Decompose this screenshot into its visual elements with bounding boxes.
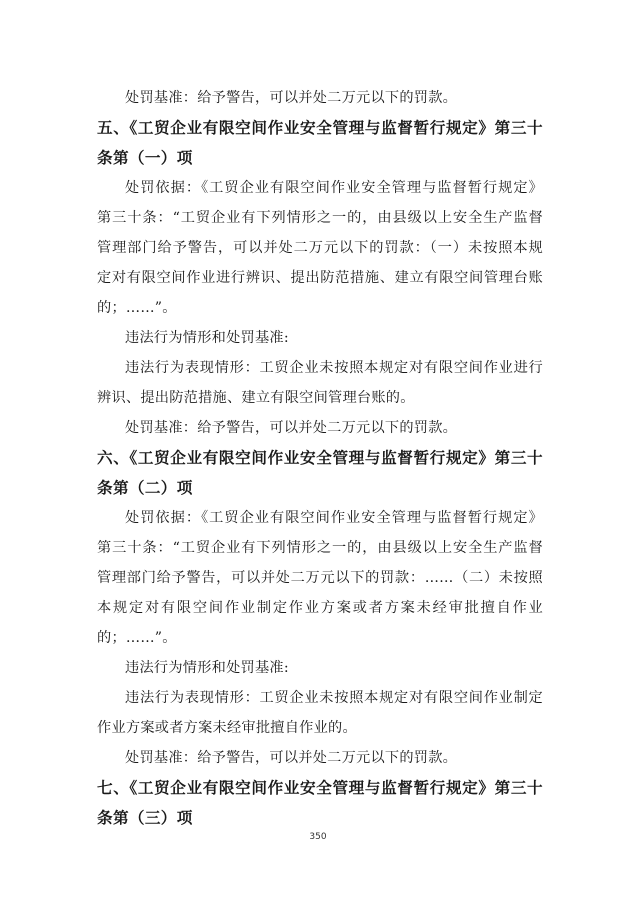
basis-paragraph-line: 管理部门给予警告，可以并处二万元以下的罚款：（一）未按照本规 [97, 240, 543, 256]
section-heading-7-cont: 条第（三）项 [97, 808, 193, 827]
section-heading-6-cont: 条第（二）项 [97, 478, 193, 497]
penalty-standard-line: 处罚基准：给予警告，可以并处二万元以下的罚款。 [125, 420, 458, 436]
page-number: 350 [309, 832, 327, 842]
penalty-standard-line: 处罚基准：给予警告，可以并处二万元以下的罚款。 [125, 750, 458, 766]
basis-paragraph-line: 的；……”。 [97, 630, 177, 646]
basis-paragraph-line: 定对有限空间作业进行辨识、提出防范措施、建立有限空间管理台账 [97, 270, 543, 286]
basis-paragraph-line: 处罚依据：《工贸企业有限空间作业安全管理与监督暂行规定》 [125, 510, 543, 526]
penalty-standard-line: 处罚基准：给予警告，可以并处二万元以下的罚款。 [125, 90, 458, 106]
violation-paragraph-line: 违法行为表现情形：工贸企业未按照本规定对有限空间作业制定 [125, 690, 543, 706]
basis-paragraph-line: 处罚依据：《工贸企业有限空间作业安全管理与监督暂行规定》 [125, 180, 543, 196]
violation-paragraph-line: 辨识、提出防范措施、建立有限空间管理台账的。 [97, 390, 415, 406]
section-heading-5: 五、《工贸企业有限空间作业安全管理与监督暂行规定》第三十 [97, 118, 543, 137]
section-heading-6: 六、《工贸企业有限空间作业安全管理与监督暂行规定》第三十 [97, 448, 543, 467]
basis-paragraph-line: 管理部门给予警告，可以并处二万元以下的罚款：……（二）未按照 [97, 570, 543, 586]
section-heading-5-cont: 条第（一）项 [97, 148, 193, 167]
basis-paragraph-line: 本规定对有限空间作业制定作业方案或者方案未经审批擅自作业 [97, 600, 543, 616]
violation-subheading: 违法行为情形和处罚基准: [125, 330, 289, 346]
violation-subheading: 违法行为情形和处罚基准: [125, 660, 289, 676]
violation-paragraph-line: 作业方案或者方案未经审批擅自作业的。 [97, 720, 357, 736]
basis-paragraph-line: 的；……”。 [97, 300, 177, 316]
violation-paragraph-line: 违法行为表现情形：工贸企业未按照本规定对有限空间作业进行 [125, 360, 543, 376]
basis-paragraph-line: 第三十条：“工贸企业有下列情形之一的，由县级以上安全生产监督 [97, 540, 543, 556]
section-heading-7: 七、《工贸企业有限空间作业安全管理与监督暂行规定》第三十 [97, 778, 543, 797]
basis-paragraph-line: 第三十条：“工贸企业有下列情形之一的，由县级以上安全生产监督 [97, 210, 543, 226]
